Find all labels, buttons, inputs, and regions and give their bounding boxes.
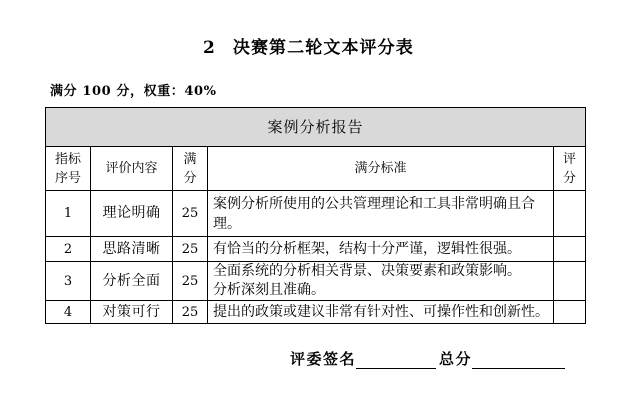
header-full-score: 满 分 [173,147,208,191]
row-index: 2 [46,237,91,262]
total-score-blank [472,349,565,369]
score-weight-note: 满分 100 分，权重：40% [50,84,217,99]
table-header-row [46,147,586,191]
row-standard: 案例分析所使用的公共管理理论和工具非常明确且合 理。 [208,191,554,237]
table-row [46,301,586,324]
table-row [46,191,586,237]
row-full-score: 25 [173,191,208,237]
row-standard: 提出的政策或建议非常有针对性、可操作性和创新性。 [208,301,554,324]
row-score-cell [554,262,586,301]
row-standard: 有恰当的分析框架，结构十分严谨，逻辑性很强。 [208,237,554,262]
row-full-score: 25 [173,301,208,324]
row-index: 4 [46,301,91,324]
judge-signature-label: 评委签名 [290,350,357,368]
header-content: 评价内容 [91,147,173,191]
signature-footer [290,347,565,369]
row-full-score: 25 [173,237,208,262]
section-number: 2 [203,38,215,58]
row-index: 3 [46,262,91,301]
table-caption: 案例分析报告 [46,108,586,147]
row-content: 思路清晰 [91,237,173,262]
row-score-cell [554,301,586,324]
judge-signature-blank [356,349,436,369]
table-caption-row [46,108,586,147]
row-full-score: 25 [173,262,208,301]
header-index: 指标 序号 [46,147,91,191]
document-title [203,37,414,59]
table-row [46,237,586,262]
table-row [46,262,586,301]
header-score: 评 分 [554,147,586,191]
row-index: 1 [46,191,91,237]
row-standard: 全面系统的分析相关背景、决策要素和政策影响。 分析深刻且准确。 [208,262,554,301]
row-content: 对策可行 [91,301,173,324]
total-score-label: 总分 [439,350,473,368]
header-standard: 满分标准 [208,147,554,191]
row-content: 理论明确 [91,191,173,237]
row-score-cell [554,191,586,237]
scoring-table [45,107,586,324]
title-text: 决赛第二轮文本评分表 [232,38,414,58]
row-score-cell [554,237,586,262]
row-content: 分析全面 [91,262,173,301]
